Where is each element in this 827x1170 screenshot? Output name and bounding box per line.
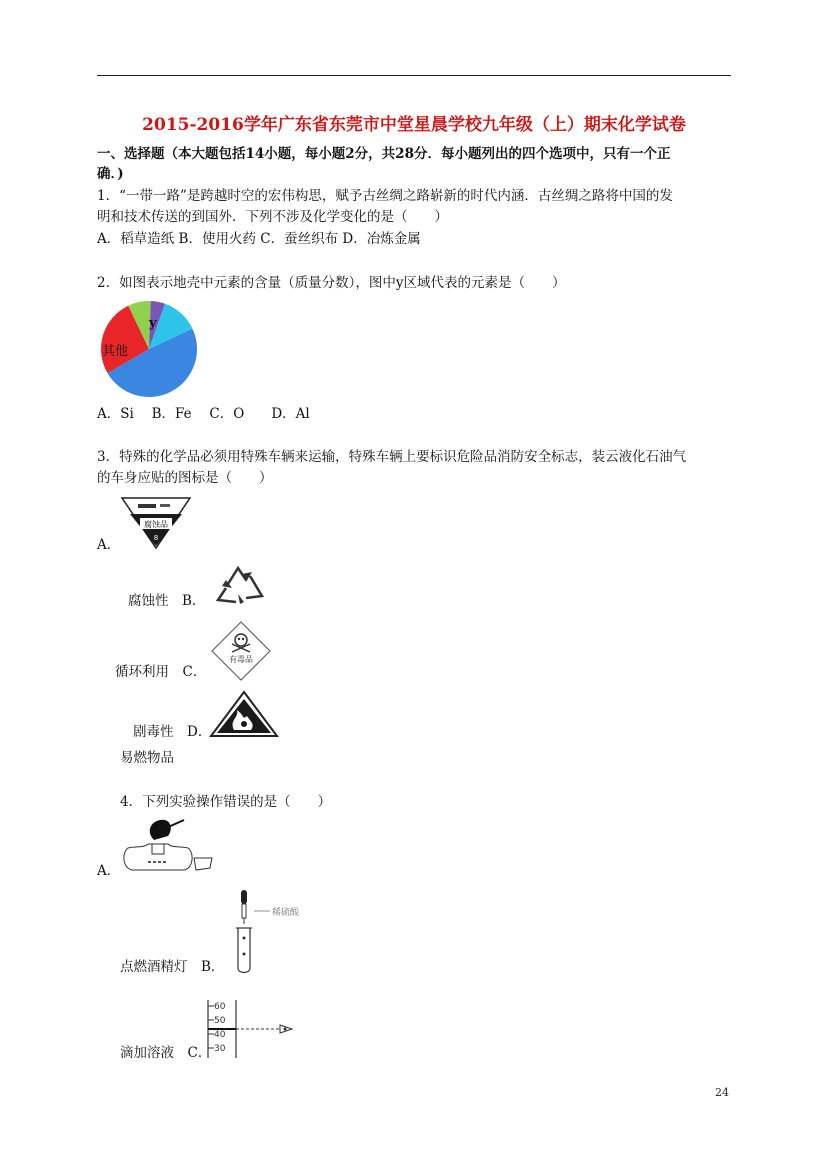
q2-stem: 2．如图表示地壳中元素的含量（质量分数），图中y区域代表的元素是（ ） bbox=[97, 275, 566, 291]
crust-element-pie-chart bbox=[99, 299, 203, 399]
q3-option-a: A． bbox=[97, 537, 121, 553]
cylinder-tick-60: 60 bbox=[214, 1002, 226, 1012]
q1-stem-line1: 1．“一带一路”是跨越时空的宏伟构思，赋予古丝绸之路崭新的时代内涵．古丝绸之路将中国的发 bbox=[97, 188, 673, 204]
cylinder-tick-30: 30 bbox=[214, 1044, 226, 1054]
pie-label-y: y bbox=[149, 316, 157, 331]
q3-stem-line1: 3．特殊的化学品必须用特殊车辆来运输，特殊车辆上要标识危险品消防安全标志，装云液化石油气 bbox=[97, 449, 687, 465]
q3-stem-line2: 的车身应贴的图标是（ ） bbox=[97, 470, 273, 486]
page-number: 24 bbox=[715, 1086, 729, 1099]
svg-text:8: 8 bbox=[153, 534, 159, 542]
q1-stem-line2: 明和技术传送的到国外．下列不涉及化学变化的是（ ） bbox=[97, 209, 448, 225]
q3-option-c-label: 循环利用 C． bbox=[115, 664, 207, 680]
recycling-sign-icon bbox=[210, 560, 270, 608]
corrosive-sign-text: 腐蚀品 bbox=[144, 520, 168, 529]
section-heading-line2: 确．) bbox=[97, 166, 124, 182]
q1-options: A．稻草造纸 B．使用火药 C．蚕丝织布 D．冶炼金属 bbox=[97, 231, 421, 247]
q3-option-d-after: 易燃物品 bbox=[120, 750, 174, 766]
q3-option-b-label: 腐蚀性 B． bbox=[128, 593, 206, 609]
q3-option-d-label: 剧毒性 D． bbox=[133, 724, 212, 740]
toxic-sign-icon bbox=[210, 620, 272, 682]
section-heading-line1: 一、选择题（本大题包括14小题，每小题2分，共28分．每小题列出的四个选项中，只有一个正 bbox=[97, 146, 671, 162]
dropper-label: 稀硫酸 bbox=[272, 908, 300, 918]
alcohol-lamp-lighting-image bbox=[118, 812, 218, 878]
q4-option-c-label: 滴加溶液 C． bbox=[120, 1045, 212, 1061]
dropper-test-tube-image bbox=[232, 886, 322, 976]
q4-stem: 4．下列实验操作错误的是（ ） bbox=[120, 794, 332, 810]
exam-title: 2015-2016学年广东省东莞市中堂星晨学校九年级（上）期末化学试卷 bbox=[142, 115, 686, 135]
toxic-sign-text: 有毒品 bbox=[229, 655, 253, 664]
q4-option-a: A． bbox=[97, 863, 121, 879]
q4-option-b-label: 点燃酒精灯 B． bbox=[120, 959, 225, 975]
pie-label-other: 其他 bbox=[102, 344, 129, 359]
header-rule bbox=[97, 75, 731, 76]
corrosive-sign-icon bbox=[120, 494, 192, 550]
cylinder-tick-40: 40 bbox=[214, 1030, 226, 1040]
q2-options: A．Si B．Fe C．O D．Al bbox=[97, 406, 310, 422]
flammable-sign-icon bbox=[209, 690, 279, 740]
graduated-cylinder-reading-image bbox=[200, 996, 300, 1062]
cylinder-tick-50: 50 bbox=[214, 1016, 226, 1026]
